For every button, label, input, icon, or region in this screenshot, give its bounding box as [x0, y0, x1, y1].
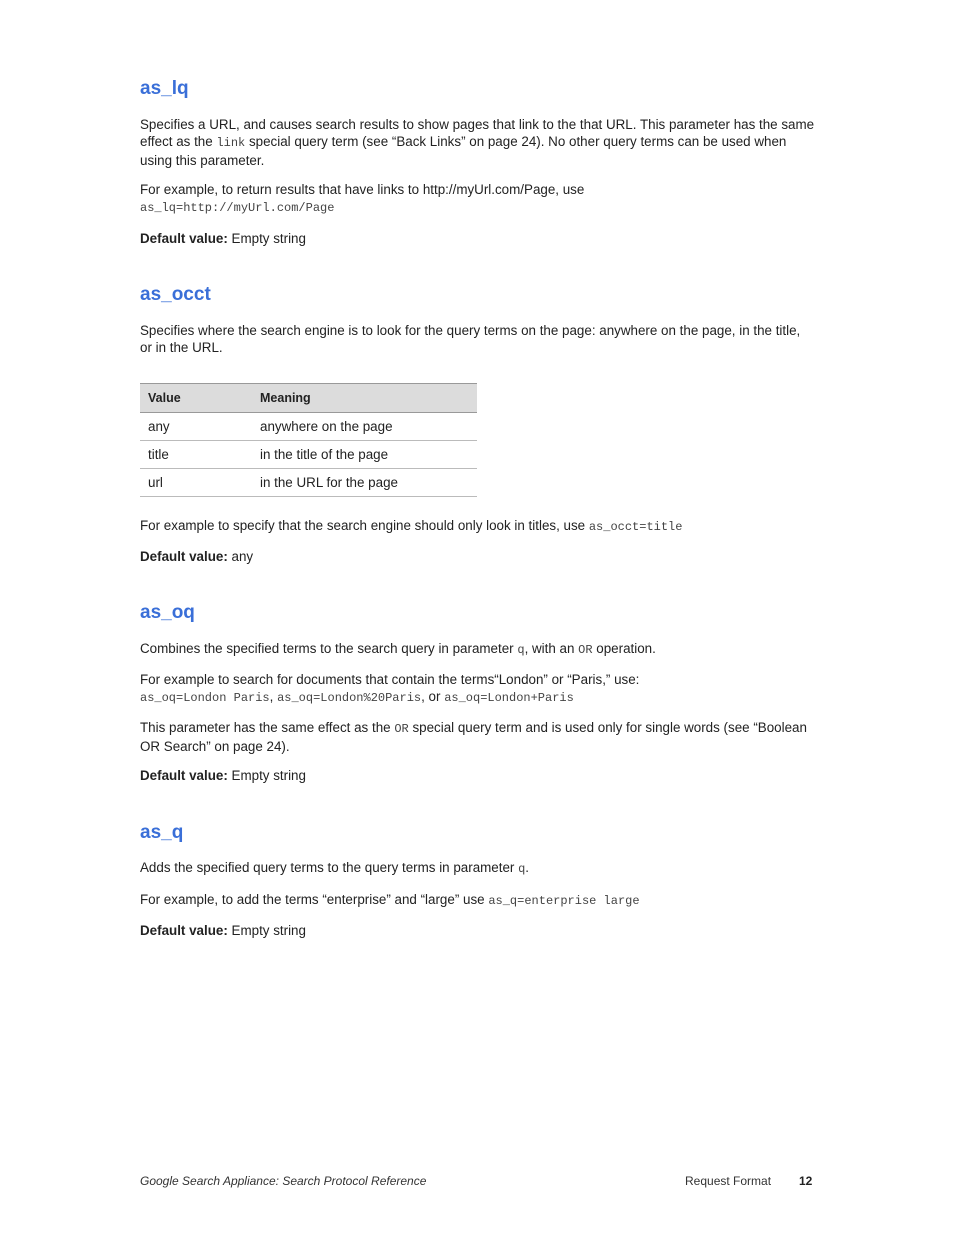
- as-occt-description: Specifies where the search engine is to look for the query terms on the page: anywhere on the page, in the title, or in the URL.: [140, 323, 801, 355]
- table-row: [140, 469, 477, 497]
- as-lq-default: Default value: Empty string: [140, 231, 306, 246]
- as-oq-default: Default value: Empty string: [140, 768, 306, 783]
- as-occt-default: Default value: any: [140, 549, 254, 564]
- table-cell-meaning: in the title of the page: [252, 441, 477, 469]
- table-cell-meaning: in the URL for the page: [252, 469, 477, 497]
- table-row: [140, 441, 477, 469]
- table-header-meaning: Meaning: [252, 384, 477, 413]
- as-occt-value-table: [140, 383, 477, 497]
- table-cell-value: any: [140, 413, 252, 441]
- as-oq-effect: This parameter has the same effect as the OR special query term and is used only for single words (see “Boolean OR Search” on page 24).: [140, 720, 807, 754]
- heading-as-occt: as_occt: [140, 284, 211, 305]
- as-oq-example: For example to search for documents that contain the terms“London” or “Paris,” use: as_oq=London Paris, as_oq=London%20Paris, or as_oq=London+Paris: [140, 672, 640, 705]
- table-header-value: Value: [140, 384, 252, 413]
- table-cell-meaning: anywhere on the page: [252, 413, 477, 441]
- as-occt-example: For example to specify that the search engine should only look in titles, use as_occt=title: [140, 518, 683, 534]
- table-cell-value: title: [140, 441, 252, 469]
- heading-as-lq: as_lq: [140, 78, 189, 99]
- table-cell-value: url: [140, 469, 252, 497]
- as-lq-example: For example, to return results that have links to http://myUrl.com/Page, use as_lq=http://myUrl.com/Page: [140, 182, 585, 215]
- as-q-example: For example, to add the terms “enterprise” and “large” use as_q=enterprise large: [140, 892, 640, 908]
- footer-doc-title: Google Search Appliance: Search Protocol Reference: [140, 1174, 427, 1188]
- as-q-description: Adds the specified query terms to the query terms in parameter q.: [140, 860, 530, 876]
- as-q-default: Default value: Empty string: [140, 923, 306, 938]
- heading-as-q: as_q: [140, 822, 184, 843]
- as-lq-description: Specifies a URL, and causes search results to show pages that link to the that URL. This parameter has the same effect as the link special query term (see “Back Links” on page 24). No other query terms can be used when using this parameter.: [140, 117, 815, 168]
- table-row: [140, 413, 477, 441]
- footer-page-number: 12: [799, 1174, 813, 1188]
- as-oq-description: Combines the specified terms to the search query in parameter q, with an OR operation.: [140, 641, 656, 657]
- footer-section: Request Format: [685, 1174, 772, 1188]
- heading-as-oq: as_oq: [140, 602, 195, 623]
